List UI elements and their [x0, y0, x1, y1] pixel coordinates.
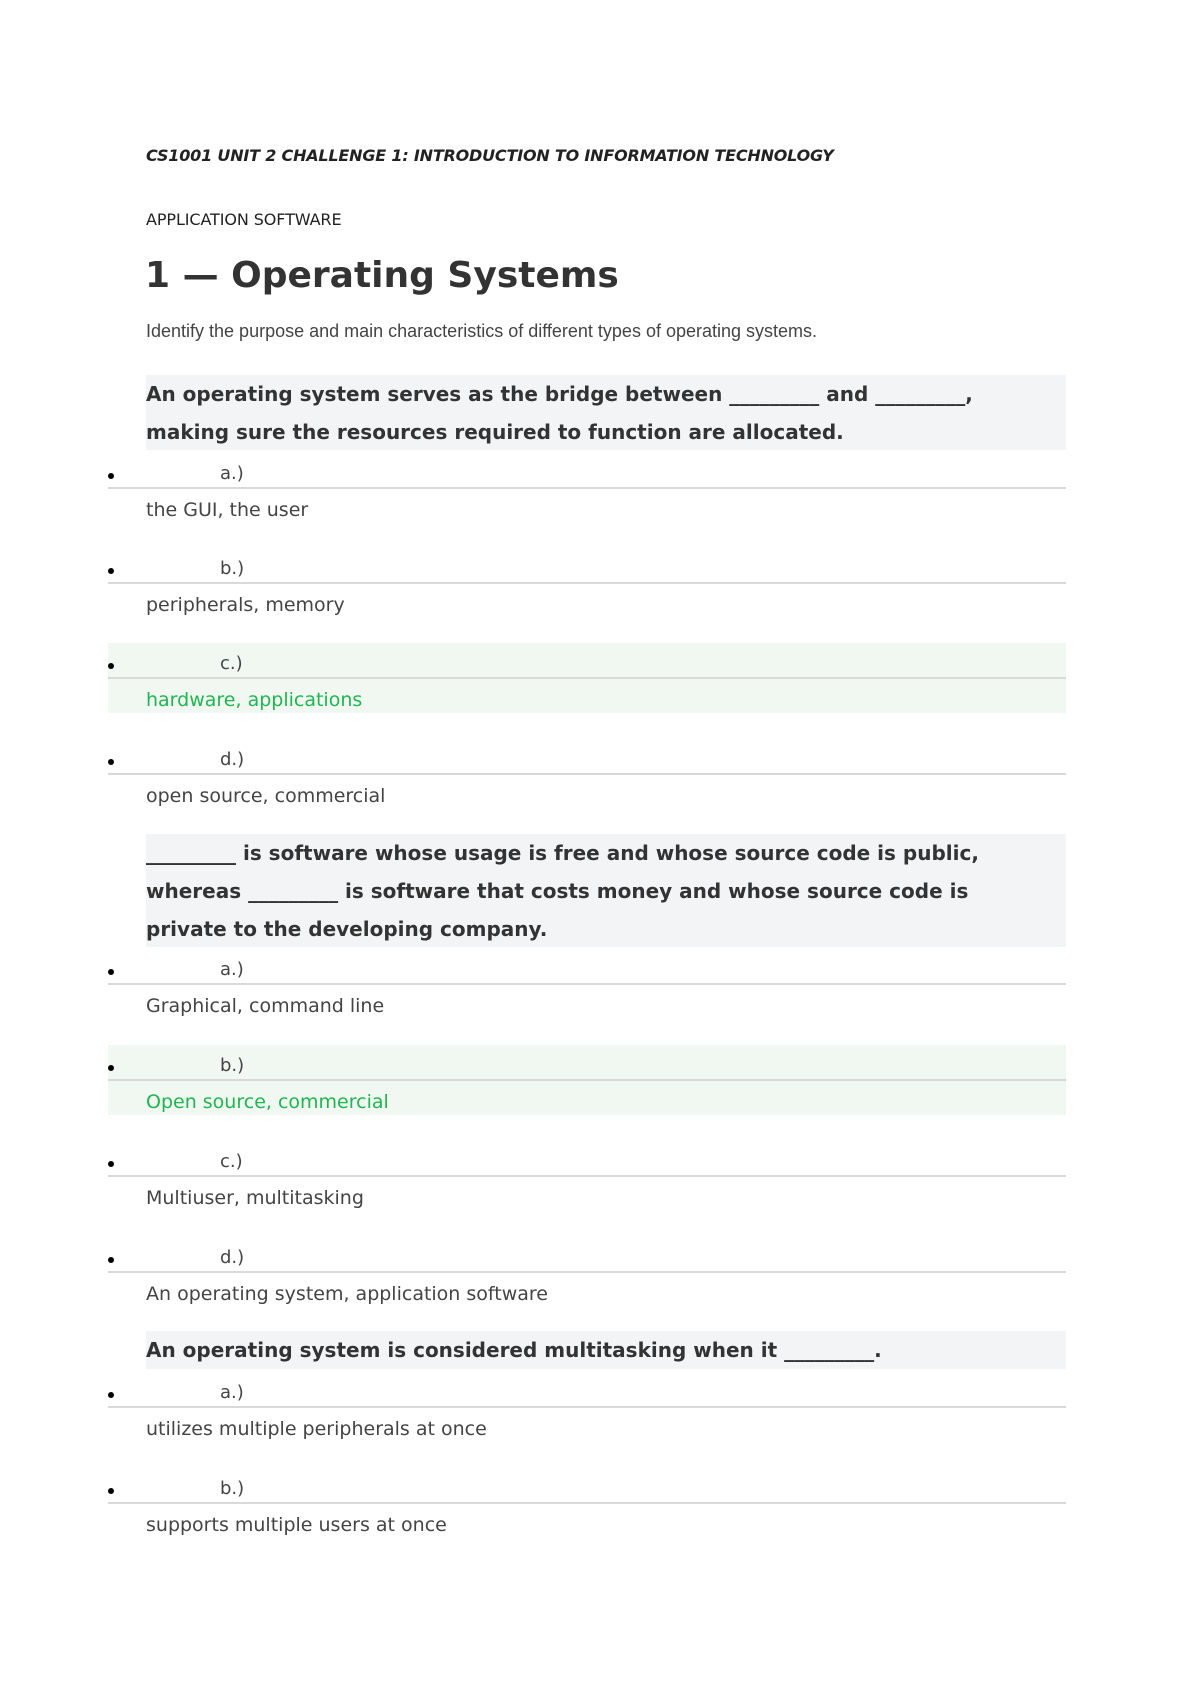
question-line: whereas _________ is software that costs money and whose source code is	[146, 879, 969, 903]
option-text-correct: hardware, applications	[146, 689, 363, 711]
section-description: Identify the purpose and main characteristics of different types of operating systems.	[146, 321, 818, 341]
option-text: An operating system, application software	[146, 1283, 548, 1305]
bullet-icon	[108, 1065, 114, 1071]
option-letter: c.)	[220, 1151, 243, 1172]
question-2	[146, 834, 1066, 947]
document-title: CS1001 UNIT 2 CHALLENGE 1: INTRODUCTION TO INFORMATION TECHNOLOGY	[146, 146, 834, 165]
question-line: An operating system is considered multitasking when it _________.	[146, 1338, 882, 1362]
option-text: peripherals, memory	[146, 594, 345, 616]
bullet-icon	[108, 568, 114, 574]
option-text: Graphical, command line	[146, 995, 385, 1017]
option-divider	[108, 1271, 1066, 1273]
question-line: _________ is software whose usage is free and whose source code is public,	[146, 841, 979, 865]
option-text: supports multiple users at once	[146, 1514, 447, 1536]
option-divider	[108, 773, 1066, 775]
bullet-icon	[108, 473, 114, 479]
option-divider	[108, 487, 1066, 489]
option-divider	[108, 1502, 1066, 1504]
bullet-icon	[108, 1392, 114, 1398]
question-1	[146, 375, 1066, 450]
bullet-icon	[108, 663, 114, 669]
document-subtitle: APPLICATION SOFTWARE	[146, 210, 342, 229]
option-divider	[108, 983, 1066, 985]
option-divider	[108, 1175, 1066, 1177]
option-letter: b.)	[220, 1478, 245, 1499]
option-letter: a.)	[220, 959, 244, 980]
option-divider	[108, 1079, 1066, 1081]
bullet-icon	[108, 759, 114, 765]
question-line: making sure the resources required to function are allocated.	[146, 420, 844, 444]
option-text: utilizes multiple peripherals at once	[146, 1418, 487, 1440]
bullet-icon	[108, 1488, 114, 1494]
option-letter: c.)	[220, 653, 243, 674]
option-letter: b.)	[220, 1055, 245, 1076]
option-letter: d.)	[220, 1247, 245, 1268]
option-divider	[108, 677, 1066, 679]
bullet-icon	[108, 969, 114, 975]
option-divider	[108, 582, 1066, 584]
option-letter: a.)	[220, 463, 244, 484]
question-line: private to the developing company.	[146, 917, 548, 941]
option-text: Multiuser, multitasking	[146, 1187, 364, 1209]
option-letter: d.)	[220, 749, 245, 770]
bullet-icon	[108, 1161, 114, 1167]
option-text-correct: Open source, commercial	[146, 1091, 389, 1113]
question-3	[146, 1331, 1066, 1369]
section-heading: 1 — Operating Systems	[145, 255, 619, 296]
option-letter: a.)	[220, 1382, 244, 1403]
option-text: the GUI, the user	[146, 499, 309, 521]
option-letter: b.)	[220, 558, 245, 579]
bullet-icon	[108, 1257, 114, 1263]
option-text: open source, commercial	[146, 785, 386, 807]
option-divider	[108, 1406, 1066, 1408]
question-line: An operating system serves as the bridge between _________ and _________,	[146, 382, 973, 406]
